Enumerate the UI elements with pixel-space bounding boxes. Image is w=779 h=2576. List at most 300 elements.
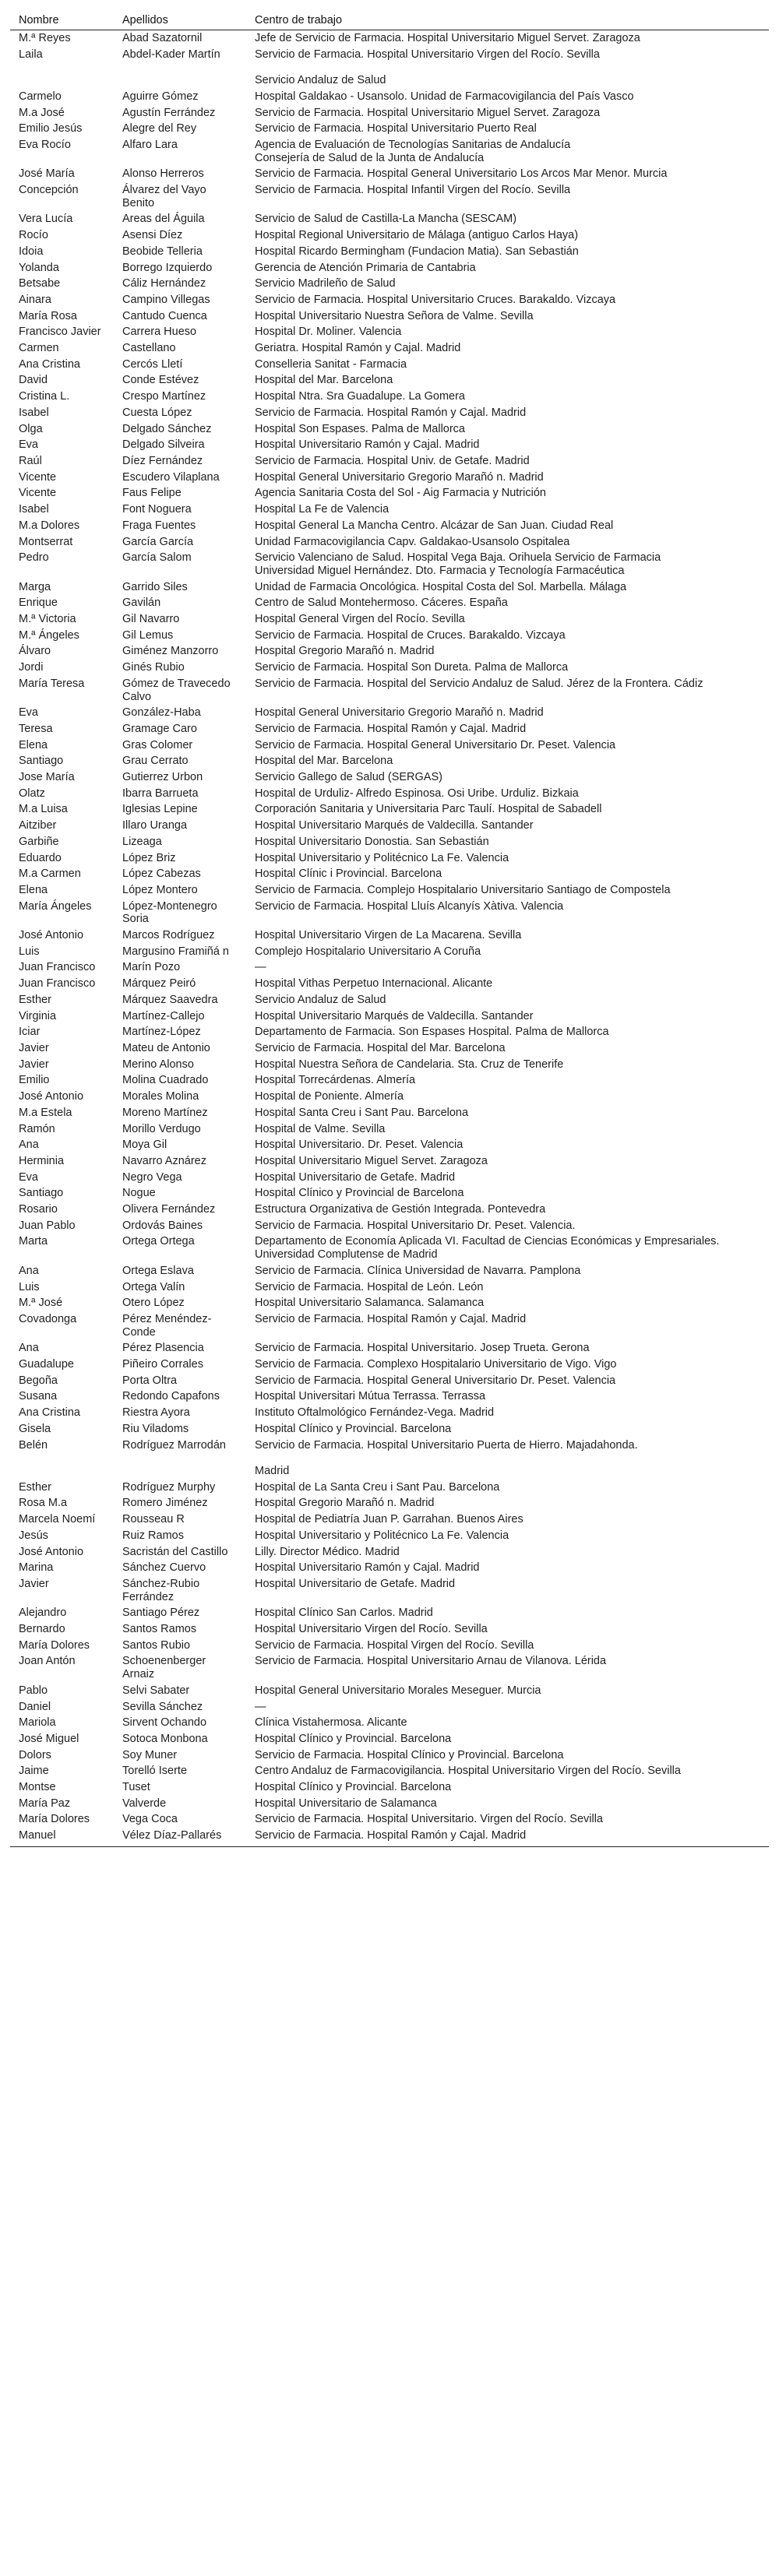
cell-name: Bernardo <box>19 1623 65 1636</box>
cell-surname: Sevilla Sánchez <box>122 1700 203 1713</box>
cell-surname: Alonso Herreros <box>122 167 204 181</box>
table-row <box>10 850 769 867</box>
cell-workplace: Servicio de Farmacia. Hospital Infantil Virgen del Rocío. Sevilla <box>255 184 571 197</box>
cell-name: Luis <box>19 1280 40 1293</box>
table-row <box>10 611 769 628</box>
cell-name: Rocío <box>19 229 48 242</box>
table-row <box>10 137 769 166</box>
table-row <box>10 959 769 976</box>
cell-surname: Valverde <box>122 1797 167 1810</box>
cell-workplace: Hospital General Universitario Gregorio Marañó n. Madrid <box>255 470 544 484</box>
cell-workplace: Hospital Son Espases. Palma de Mallorca <box>255 422 465 435</box>
table-row <box>10 1576 769 1605</box>
table-row <box>10 992 769 1008</box>
cell-workplace: Hospital Universitari Mútua Terrassa. Terrassa <box>255 1390 486 1403</box>
cell-workplace: Servicio de Farmacia. Hospital de León. León <box>255 1280 484 1293</box>
cell-name: Ana <box>19 1264 39 1277</box>
table-row <box>10 1544 769 1561</box>
table-row <box>10 818 769 834</box>
cell-surname: López Montero <box>122 883 198 896</box>
cell-surname: Negro Vega <box>122 1170 182 1184</box>
table-row <box>10 501 769 518</box>
cell-surname: Otero López <box>122 1297 185 1310</box>
cell-surname: Marcos Rodríguez <box>122 929 215 942</box>
cell-surname: López Briz <box>122 851 176 864</box>
cell-name: Álvaro <box>19 645 51 658</box>
table-row <box>10 1311 769 1340</box>
cell-surname: Martínez-López <box>122 1026 201 1039</box>
cell-name: M.a Luisa <box>19 803 68 816</box>
cell-name: Pablo <box>19 1684 48 1697</box>
table-row <box>10 1218 769 1234</box>
table-row <box>10 769 769 786</box>
cell-workplace: Hospital Gregorio Marañó n. Madrid <box>255 1497 435 1510</box>
cell-surname: Abdel-Kader Martín <box>122 48 220 61</box>
table-row <box>10 753 769 769</box>
table-row <box>10 30 769 47</box>
cell-surname: Gavilán <box>122 596 161 610</box>
cell-workplace: Agencia Sanitaria Costa del Sol - Aig Farmacia y Nutrición <box>255 487 546 500</box>
cell-surname: Riestra Ayora <box>122 1406 190 1420</box>
cell-name: Vicente <box>19 470 57 484</box>
table-row <box>10 1763 769 1779</box>
table-row <box>10 866 769 882</box>
cell-name: M.a José <box>19 106 65 119</box>
cell-name: Ana Cristina <box>19 1406 80 1420</box>
cell-surname: Sánchez-Rubio Ferrández <box>122 1577 200 1603</box>
cell-surname: Mateu de Antonio <box>122 1042 210 1054</box>
cell-name: Herminia <box>19 1154 65 1167</box>
cell-surname: Piñeiro Corrales <box>122 1358 203 1371</box>
cell-surname: Torelló Iserte <box>122 1765 188 1778</box>
cell-name: Pedro <box>19 551 49 565</box>
cell-workplace: Geriatra. Hospital Ramón y Cajal. Madrid <box>255 342 461 355</box>
cell-workplace: Unidad de Farmacia Oncológica. Hospital Costa del Sol. Marbella. Málaga <box>255 580 627 593</box>
cell-surname: Rousseau R <box>122 1513 185 1526</box>
cell-name: Isabel <box>19 503 49 516</box>
cell-surname: Gramage Caro <box>122 722 197 735</box>
cell-name: Eva <box>19 438 38 452</box>
table-row <box>10 705 769 721</box>
cell-workplace: Hospital Clínico y Provincial. Barcelona <box>255 1781 452 1794</box>
table-row <box>10 882 769 899</box>
table-row <box>10 89 769 105</box>
cell-workplace: Hospital del Mar. Barcelona <box>255 755 393 768</box>
cell-surname: Cuesta López <box>122 406 192 419</box>
cell-name: María Rosa <box>19 309 77 322</box>
cell-name: Ana <box>19 1138 39 1152</box>
cell-surname: Moreno Martínez <box>122 1106 208 1119</box>
table-row <box>10 1072 769 1089</box>
header-workplace: Centro de trabajo <box>246 11 769 30</box>
cell-surname: Redondo Capafons <box>122 1390 220 1403</box>
cell-name: Santiago <box>19 1187 64 1200</box>
cell-workplace: Hospital Torrecárdenas. Almería <box>255 1074 416 1087</box>
cell-workplace: Servicio de Farmacia. Hospital Universitario Virgen del Rocío. Sevilla Servicio Andaluz de Salud <box>255 48 600 87</box>
cell-workplace: Hospital Gregorio Marañó n. Madrid <box>255 645 435 658</box>
table-row <box>10 676 769 705</box>
table-row <box>10 1699 769 1716</box>
table-row <box>10 1105 769 1121</box>
cell-name: Begoña <box>19 1374 58 1387</box>
table-row <box>10 1057 769 1073</box>
table-row <box>10 324 769 340</box>
cell-workplace: Servicio de Farmacia. Hospital Ramón y Cajal. Madrid <box>255 406 527 419</box>
cell-surname: Sacristán del Castillo <box>122 1545 228 1558</box>
cell-workplace: Servicio de Farmacia. Hospital Universitario Puerta de Hierro. Majadahonda. Madrid <box>255 1438 638 1477</box>
cell-name: Cristina L. <box>19 390 70 403</box>
cell-workplace: Servicio de Farmacia. Hospital General Universitario Los Arcos Mar Menor. Murcia <box>255 167 668 181</box>
cell-workplace: Servicio de Farmacia. Hospital Univ. de Getafe. Madrid <box>255 454 530 467</box>
cell-surname: Nogue <box>122 1187 156 1200</box>
table-row <box>10 405 769 421</box>
cell-workplace: Hospital Universitario Miguel Servet. Zaragoza <box>255 1154 488 1167</box>
table-row <box>10 801 769 818</box>
table-row <box>10 211 769 227</box>
cell-workplace: Hospital Universitario Ramón y Cajal. Madrid <box>255 1561 480 1575</box>
cell-surname: Cáliz Hernández <box>122 277 206 290</box>
cell-surname: Areas del Águila <box>122 213 205 226</box>
cell-name: María Teresa <box>19 677 85 690</box>
cell-workplace: Centro de Salud Montehermoso. Cáceres. España <box>255 596 508 610</box>
cell-surname: Riu Viladoms <box>122 1422 189 1435</box>
cell-workplace: Servicio de Farmacia. Hospital Ramón y Cajal. Madrid <box>255 1312 527 1325</box>
table-row <box>10 1137 769 1153</box>
cell-name: Dolors <box>19 1748 51 1761</box>
cell-workplace: Servicio de Farmacia. Hospital Clínico y Provincial. Barcelona <box>255 1748 564 1761</box>
cell-surname: Abad Sazatornil <box>122 32 203 44</box>
cell-name: Francisco Javier <box>19 326 101 339</box>
cell-name: Ramón <box>19 1122 55 1135</box>
cell-workplace: Servicio de Farmacia. Hospital Ramón y Cajal. Madrid <box>246 1828 769 1846</box>
cell-name: Javier <box>19 1577 49 1590</box>
cell-workplace: Centro Andaluz de Farmacovigilancia. Hospital Universitario Virgen del Rocío. Sevilla <box>255 1765 681 1778</box>
cell-surname: Garrido Siles <box>122 580 188 593</box>
cell-workplace: Servicio de Farmacia. Complejo Hospitalario Universitario Santiago de Compostela <box>255 883 671 896</box>
cell-surname: Ortega Valín <box>122 1280 185 1293</box>
cell-surname: Escudero Vilaplana <box>122 470 220 484</box>
cell-name: Santiago <box>19 755 64 768</box>
cell-name: Javier <box>19 1057 49 1071</box>
table-row <box>10 276 769 292</box>
header-name: Nombre <box>10 11 114 30</box>
cell-name: María Dolores <box>19 1638 90 1652</box>
cell-workplace: Gerencia de Atención Primaria de Cantabria <box>255 261 476 274</box>
cell-workplace: Agencia de Evaluación de Tecnologías Sanitarias de Andalucía Consejería de Salud de la Junta de Andalucía <box>255 138 571 164</box>
table-row <box>10 47 769 89</box>
cell-name: María Ángeles <box>19 899 92 913</box>
cell-workplace: Hospital Universitario Ramón y Cajal. Madrid <box>255 438 480 452</box>
table-row <box>10 534 769 551</box>
cell-surname: Marín Pozo <box>122 961 181 974</box>
cell-name: Aitziber <box>19 819 57 832</box>
cell-surname: Gil Navarro <box>122 613 180 626</box>
cell-name: Isabel <box>19 406 49 419</box>
cell-surname: Faus Felipe <box>122 487 182 500</box>
table-row <box>10 1008 769 1025</box>
cell-name: M.ª José <box>19 1297 63 1310</box>
cell-surname: Agustín Ferrández <box>122 106 216 119</box>
cell-workplace: Hospital Universitario Donostia. San Sebastián <box>255 835 489 848</box>
table-row <box>10 927 769 944</box>
table-row <box>10 1715 769 1731</box>
table-row <box>10 292 769 308</box>
cell-workplace: Servicio de Farmacia. Hospital Universitario Cruces. Barakaldo. Vizcaya <box>255 293 616 306</box>
cell-workplace: Jefe de Servicio de Farmacia. Hospital Universitario Miguel Servet. Zaragoza <box>255 32 640 44</box>
table-row <box>10 1340 769 1357</box>
table-row <box>10 1121 769 1138</box>
cell-surname: Navarro Aznárez <box>122 1154 206 1167</box>
table-row <box>10 260 769 276</box>
cell-workplace: Hospital Universitario Virgen de La Macarena. Sevilla <box>255 929 522 942</box>
cell-name: Emilio Jesús <box>19 122 83 135</box>
cell-name: Susana <box>19 1390 58 1403</box>
cell-name: Mariola <box>19 1716 56 1730</box>
cell-name: Idoia <box>19 245 44 258</box>
cell-surname: Gómez de Travecedo Calvo <box>122 677 231 703</box>
cell-workplace: Departamento de Farmacia. Son Espases Hospital. Palma de Mallorca <box>255 1026 609 1039</box>
cell-name: Carmelo <box>19 90 62 103</box>
cell-name: M.ª Ángeles <box>19 628 79 642</box>
table-row <box>10 340 769 357</box>
cell-name: Ana <box>19 1342 39 1355</box>
cell-name: Rosario <box>19 1203 58 1216</box>
cell-surname: Tuset <box>122 1781 150 1794</box>
table-row <box>10 470 769 486</box>
table-row <box>10 1263 769 1279</box>
cell-name: Belén <box>19 1438 48 1452</box>
cell-surname: Soy Muner <box>122 1748 178 1761</box>
cell-name: Eva <box>19 706 38 720</box>
cell-workplace: Instituto Oftalmológico Fernández-Vega. Madrid <box>255 1406 495 1420</box>
table-row <box>10 453 769 470</box>
cell-name: Teresa <box>19 722 53 735</box>
cell-name: Ainara <box>19 293 51 306</box>
cell-name: M.a Estela <box>19 1106 72 1119</box>
cell-surname: Pérez Menéndez-Conde <box>122 1312 212 1339</box>
cell-name: M.a Carmen <box>19 867 81 881</box>
cell-workplace: Servicio Andaluz de Salud <box>255 993 386 1006</box>
cell-workplace: Hospital de Urduliz- Alfredo Espinosa. Osi Uribe. Urduliz. Bizkaia <box>255 787 579 800</box>
table-row <box>10 1528 769 1544</box>
table-row <box>10 1731 769 1747</box>
cell-name: Joan Antón <box>19 1655 76 1668</box>
cell-surname: Gras Colomer <box>122 738 193 751</box>
table-row <box>10 1511 769 1528</box>
cell-workplace: Hospital Santa Creu i Sant Pau. Barcelona <box>255 1106 469 1119</box>
cell-name: Laila <box>19 48 43 61</box>
cell-name: Jaime <box>19 1765 49 1778</box>
cell-name: José Antonio <box>19 1090 84 1103</box>
cell-workplace: Servicio de Farmacia. Hospital Universitario Arnau de Vilanova. Lérida <box>255 1655 607 1668</box>
cell-surname: Conde Estévez <box>122 374 199 387</box>
table-row <box>10 737 769 754</box>
table-row <box>10 1295 769 1311</box>
cell-workplace: Servicio Gallego de Salud (SERGAS) <box>255 771 442 784</box>
table-row <box>10 1405 769 1421</box>
table-header <box>10 11 769 30</box>
cell-name: Vicente <box>19 487 57 500</box>
cell-name: Alejandro <box>19 1606 67 1620</box>
cell-surname: Selvi Sabater <box>122 1684 190 1697</box>
cell-name: Carmen <box>19 342 59 355</box>
table-row <box>10 643 769 660</box>
table-row <box>10 944 769 960</box>
table-row <box>10 1233 769 1262</box>
table-row <box>10 227 769 244</box>
cell-surname: Álvarez del Vayo Benito <box>122 184 206 209</box>
cell-name: Jordi <box>19 661 44 674</box>
cell-name: David <box>19 374 48 387</box>
cell-workplace: Estructura Organizativa de Gestión Integrada. Pontevedra <box>255 1203 546 1216</box>
cell-name: Yolanda <box>19 261 59 274</box>
table-row <box>10 628 769 644</box>
cell-workplace: Complejo Hospitalario Universitario A Coruña <box>255 945 481 958</box>
cell-workplace: Hospital Universitario y Politécnico La Fe. Valencia <box>255 1529 509 1542</box>
table-row <box>10 1357 769 1373</box>
table-row <box>10 372 769 389</box>
cell-workplace: Servicio de Farmacia. Hospital Ramón y Cajal. Madrid <box>255 722 527 735</box>
cell-workplace: Hospital Clínico San Carlos. Madrid <box>255 1606 433 1620</box>
table-body <box>10 30 769 1847</box>
cell-surname: Crespo Martínez <box>122 390 206 403</box>
table-row <box>10 105 769 121</box>
cell-name: Marcela Noemí <box>19 1513 96 1526</box>
cell-workplace: Hospital Universitario Salamanca. Salamanca <box>255 1297 485 1310</box>
table-row <box>10 660 769 676</box>
cell-name: Esther <box>19 993 51 1006</box>
cell-name: Olatz <box>19 787 45 800</box>
cell-surname: Morillo Verdugo <box>122 1122 201 1135</box>
table-row <box>10 389 769 405</box>
cell-surname: Ibarra Barrueta <box>122 787 199 800</box>
cell-workplace: Servicio de Farmacia. Hospital Universitario Puerto Real <box>255 122 537 135</box>
cell-name: Marga <box>19 580 51 593</box>
cell-workplace: Hospital Universitario y Politécnico La Fe. Valencia <box>255 851 509 864</box>
cell-workplace: Servicio de Farmacia. Hospital Virgen del Rocío. Sevilla <box>255 1638 534 1652</box>
cell-surname: Díez Fernández <box>122 454 203 467</box>
cell-workplace: Hospital Ricardo Bermingham (Fundacion Matia). San Sebastián <box>255 245 579 258</box>
cell-surname: García García <box>122 535 194 548</box>
cell-workplace: Hospital Clínic i Provincial. Barcelona <box>255 867 442 881</box>
cell-surname: Ordovás Baines <box>122 1219 203 1232</box>
cell-name: Olga <box>19 422 43 435</box>
table-row <box>10 244 769 260</box>
cell-workplace: Servicio de Farmacia. Hospital Lluís Alcanyís Xàtiva. Valencia <box>255 899 564 913</box>
table-row <box>10 579 769 596</box>
cell-surname: Gutierrez Urbon <box>122 771 203 784</box>
members-table <box>10 11 769 1847</box>
table-row <box>10 1621 769 1638</box>
cell-name: Concepción <box>19 184 79 197</box>
header-surname: Apellidos <box>114 11 246 30</box>
table-row <box>10 437 769 453</box>
cell-workplace: Hospital General Virgen del Rocío. Sevilla <box>255 613 465 626</box>
cell-surname: Fraga Fuentes <box>122 519 196 532</box>
cell-surname: Márquez Peiró <box>122 977 196 991</box>
cell-surname: Campino Villegas <box>122 293 210 306</box>
cell-workplace: Hospital Universitario Virgen del Rocío. Sevilla <box>255 1623 488 1636</box>
cell-workplace: Servicio de Farmacia. Hospital Universitario Miguel Servet. Zaragoza <box>255 106 601 119</box>
cell-surname: Moya Gil <box>122 1138 167 1152</box>
cell-surname: Castellano <box>122 342 176 355</box>
cell-name: M.ª Victoria <box>19 613 76 626</box>
cell-workplace: Hospital de La Santa Creu i Sant Pau. Barcelona <box>255 1480 500 1494</box>
cell-surname: Delgado Sánchez <box>122 422 212 435</box>
cell-surname: Alegre del Rey <box>122 122 197 135</box>
cell-workplace: — <box>255 1700 266 1713</box>
table-row <box>10 1653 769 1682</box>
cell-surname: Beobide Telleria <box>122 245 203 258</box>
cell-surname: Ginés Rubio <box>122 661 185 674</box>
table-row <box>10 1421 769 1438</box>
cell-surname: Giménez Manzorro <box>122 645 219 658</box>
cell-workplace: Servicio de Farmacia. Hospital de Cruces. Barakaldo. Vizcaya <box>255 628 566 642</box>
table-row <box>10 1779 769 1796</box>
cell-surname: Asensi Díez <box>122 229 183 242</box>
table-row <box>10 786 769 802</box>
cell-workplace: Hospital Universitario Marqués de Valdecilla. Santander <box>255 819 534 832</box>
cell-name: Jesús <box>19 1529 48 1542</box>
cell-surname: Pérez Plasencia <box>122 1342 204 1355</box>
cell-workplace: Conselleria Sanitat - Farmacia <box>255 357 407 371</box>
table-row <box>10 976 769 992</box>
table-row <box>10 182 769 211</box>
table-row <box>10 550 769 579</box>
table-row <box>10 1279 769 1296</box>
cell-surname: González-Haba <box>122 706 201 720</box>
cell-surname: Sirvent Ochando <box>122 1716 207 1730</box>
cell-name: José María <box>19 167 75 181</box>
cell-surname: Martínez-Callejo <box>122 1009 205 1022</box>
cell-workplace: Unidad Farmacovigilancia Capv. Galdakao-Usansolo Ospitalea <box>255 535 570 548</box>
cell-name: Enrique <box>19 596 58 610</box>
cell-workplace: Servicio de Salud de Castilla-La Mancha (SESCAM) <box>255 213 517 226</box>
cell-surname: Margusino Framiñá n <box>122 945 229 958</box>
cell-surname: Font Noguera <box>122 503 192 516</box>
cell-name: M.ª Reyes <box>19 32 71 44</box>
table-row <box>10 1438 769 1480</box>
cell-name: Vera Lucía <box>19 213 73 226</box>
cell-surname: López Cabezas <box>122 867 201 881</box>
cell-workplace: Hospital de Poniente. Almería <box>255 1090 404 1103</box>
cell-workplace: Servicio de Farmacia. Hospital del Servicio Andaluz de Salud. Jérez de la Frontera. Cádiz <box>255 677 703 690</box>
cell-workplace: Servicio de Farmacia. Hospital General Universitario Dr. Peset. Valencia <box>255 738 616 751</box>
cell-surname: Olivera Fernández <box>122 1203 216 1216</box>
table-row <box>10 421 769 438</box>
cell-name: Daniel <box>19 1700 51 1713</box>
cell-surname: Borrego Izquierdo <box>122 261 213 274</box>
cell-workplace: Servicio de Farmacia. Hospital General Universitario Dr. Peset. Valencia <box>255 1374 616 1387</box>
cell-name: Ana Cristina <box>19 357 80 371</box>
table-row <box>10 1560 769 1576</box>
table-row <box>10 1747 769 1764</box>
cell-workplace: Hospital del Mar. Barcelona <box>255 374 393 387</box>
cell-name: Emilio <box>19 1074 50 1087</box>
cell-surname: Carrera Hueso <box>122 326 197 339</box>
table-row <box>10 1638 769 1654</box>
cell-workplace: Servicio de Farmacia. Hospital Son Dureta. Palma de Mallorca <box>255 661 569 674</box>
table-row <box>10 166 769 182</box>
table-row <box>10 1480 769 1496</box>
cell-surname: Romero Jiménez <box>122 1497 208 1510</box>
cell-name: Luis <box>19 945 40 958</box>
cell-name: Elena <box>19 738 48 751</box>
cell-workplace: Lilly. Director Médico. Madrid <box>255 1545 400 1558</box>
table-row <box>10 1040 769 1057</box>
table-row <box>10 1796 769 1812</box>
cell-name: Iciar <box>19 1026 41 1039</box>
